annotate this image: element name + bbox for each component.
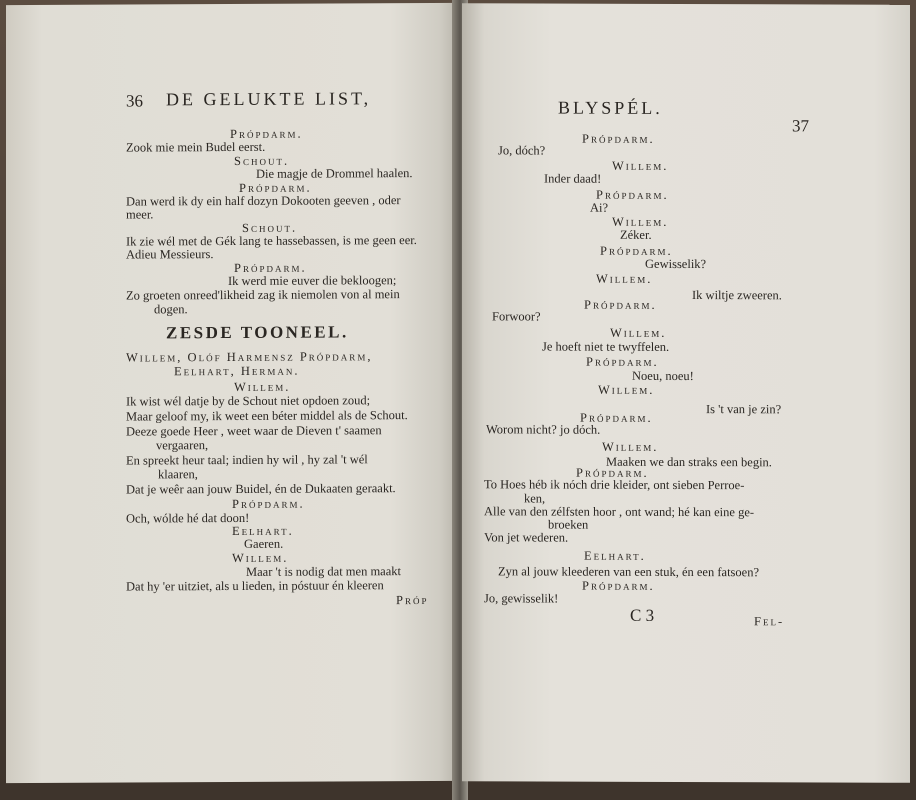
speaker: Willem. bbox=[596, 271, 653, 286]
text-line: broeken bbox=[548, 517, 589, 532]
text-line: Ai? bbox=[590, 200, 609, 215]
speaker: Schout. bbox=[242, 220, 298, 235]
text-line: Je hoeft niet te twyffelen. bbox=[542, 339, 670, 354]
running-head: DE GELUKTE LIST, bbox=[166, 88, 372, 110]
signature-mark: C 3 bbox=[630, 605, 655, 625]
page-number: 36 bbox=[126, 91, 143, 111]
text-line: Noeu, noeu! bbox=[632, 368, 694, 384]
scene-heading: ZESDE TOONEEL. bbox=[166, 322, 349, 343]
text-line: Adieu Messieurs. bbox=[126, 247, 214, 262]
right-page bbox=[462, 3, 910, 783]
text-line: meer. bbox=[126, 207, 154, 222]
text-line: Worom nicht? jo dóch. bbox=[486, 422, 601, 437]
text-line: Is 't van je zin? bbox=[706, 402, 782, 417]
text-line: Ik werd mie euver die bekloogen; bbox=[228, 273, 397, 289]
text-line: Die magje de Drommel haalen. bbox=[256, 166, 413, 181]
text-line: Gaeren. bbox=[244, 536, 284, 551]
speaker: Willem. bbox=[612, 214, 669, 229]
text-line: Zook mie mein Budel eerst. bbox=[126, 139, 266, 155]
text-line: Deeze goede Heer , weet waar de Dieven t' saamen bbox=[126, 423, 382, 439]
text-line: En spreekt heur taal; indien hy wil , hy zal 't wél bbox=[126, 452, 368, 468]
text-line: klaaren, bbox=[158, 467, 198, 482]
text-line: vergaaren, bbox=[156, 438, 209, 453]
speaker: Schout. bbox=[234, 153, 290, 168]
speaker: Própdarm. bbox=[234, 260, 307, 275]
page-number: 37 bbox=[792, 116, 809, 136]
text-line: ken, bbox=[524, 491, 546, 506]
speaker: Própdarm. bbox=[232, 496, 305, 511]
catchword: Próp bbox=[396, 592, 429, 608]
text-line: To Hoes héb ik nóch drie kleider, ont sieben Perroe- bbox=[484, 477, 745, 493]
speaker: Própdarm. bbox=[230, 126, 303, 142]
speaker: Eelhart. bbox=[232, 523, 294, 538]
text-line: Zéker. bbox=[620, 227, 652, 242]
text-line: Zyn al jouw kleederen van een stuk, én een fatsoen? bbox=[498, 564, 760, 580]
speaker: Própdarm. bbox=[596, 187, 669, 202]
speaker: Willem. bbox=[598, 382, 655, 397]
text-line: dogen. bbox=[154, 302, 188, 317]
running-head: BLYSPÉL. bbox=[558, 97, 663, 118]
speaker: Willem. bbox=[610, 325, 667, 340]
speaker: Própdarm. bbox=[584, 297, 657, 312]
text-line: Von jet wederen. bbox=[484, 530, 569, 545]
text-line: Dat hy 'er uitziet, als u lieden, in póstuur én kleeren bbox=[126, 578, 384, 594]
catchword: Fel- bbox=[754, 614, 785, 629]
speaker: Willem. bbox=[612, 158, 669, 173]
speaker: Própdarm. bbox=[600, 243, 673, 258]
left-page bbox=[6, 3, 458, 783]
text-line: Dat je weêr aan jouw Buidel, én de Dukaaten geraakt. bbox=[126, 481, 396, 497]
text-line: Maar 't is nodig dat men maakt bbox=[246, 564, 401, 579]
text-line: Dan werd ik dy ein half dozyn Dokooten geeven , oder bbox=[126, 193, 401, 209]
text-line: Maaken we dan straks een begin. bbox=[606, 454, 772, 470]
cast-list: Willem, Olóf Harmensz Própdarm, bbox=[126, 349, 373, 365]
text-line: Maar geloof my, ik weet een béter middel als de Schout. bbox=[126, 408, 408, 424]
text-line: Gewisselik? bbox=[645, 256, 707, 272]
text-line: Alle van den zélfsten hoor , ont wand; hé kan eine ge- bbox=[484, 504, 755, 520]
speaker: Própdarm. bbox=[582, 131, 655, 146]
text-line: Ik wist wél datje by de Schout niet opdoen zoud; bbox=[126, 393, 371, 409]
speaker: Eelhart. bbox=[584, 548, 646, 563]
speaker: Própdarm. bbox=[586, 354, 659, 369]
text-line: Jo, gewisselik! bbox=[484, 591, 559, 606]
text-line: Zo groeten onreed'likheid zag ik niemolen von al mein bbox=[126, 287, 400, 303]
text-line: Ik wiltje zweeren. bbox=[692, 288, 782, 303]
speaker: Willem. bbox=[232, 550, 289, 565]
speaker: Própdarm. bbox=[580, 410, 653, 425]
text-line: Forwoor? bbox=[492, 309, 541, 324]
speaker: Willem. bbox=[234, 379, 291, 394]
text-line: Ik zie wél met de Gék lang te hassebassen, is me geen eer. bbox=[126, 233, 417, 249]
cast-list: Eelhart, Herman. bbox=[174, 363, 300, 379]
speaker: Willem. bbox=[602, 439, 659, 454]
text-line: Inder daad! bbox=[544, 171, 602, 186]
speaker: Própdarm. bbox=[582, 578, 655, 593]
speaker: Própdarm. bbox=[576, 465, 649, 480]
text-line: Och, wólde hé dat doon! bbox=[126, 510, 250, 526]
text-line: Jo, dóch? bbox=[498, 143, 546, 158]
speaker: Própdarm. bbox=[239, 180, 312, 195]
